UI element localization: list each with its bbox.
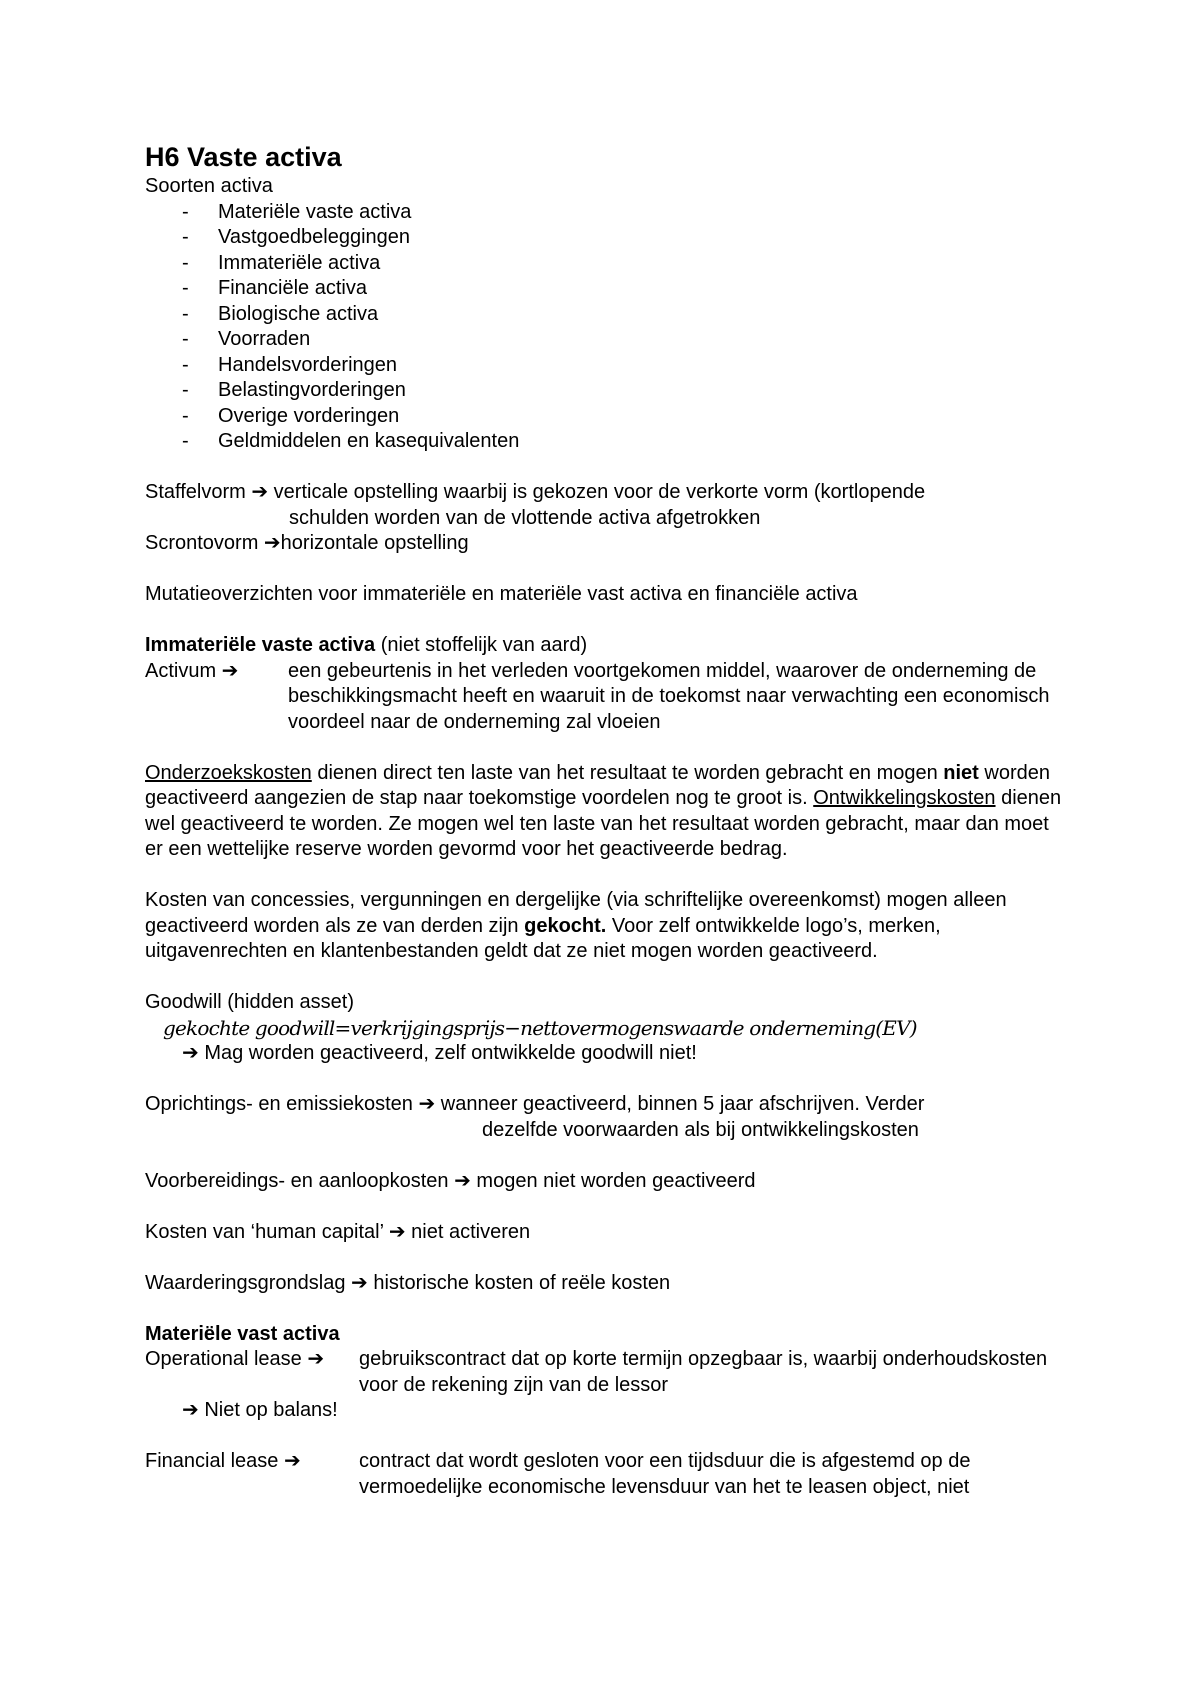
document-page xyxy=(145,140,1065,1500)
list-item: - Voorraden xyxy=(182,328,311,350)
financial-lease-label: Financial lease ➔ xyxy=(145,1450,301,1472)
list-item: - Belastingvorderingen xyxy=(182,379,406,401)
soorten-list xyxy=(145,200,1065,455)
list-item: - Overige vorderingen xyxy=(182,404,400,427)
list-item: - Handelsvorderingen xyxy=(182,353,398,376)
concessies-paragraph: Kosten van concessies, vergunningen en dergelijke (via schriftelijke overeenkomst) mogen alleen geactiveerd worden als ze van derden zijn gekocht. Voor zelf ontwikkelde logo’s, merken, uitgavenrechten en klantenbestanden geldt dat ze niet mogen worden geactiveerd. xyxy=(145,889,1007,962)
onderzoek-paragraph: Onderzoekskosten dienen direct ten laste van het resultaat te worden gebracht en mogen niet worden geactiveerd aangezien de stap naar toekomstige voordelen nog te groot is. Ontwikkelingskosten dienen wel geactiveerd te worden. Ze mogen wel ten laste van het resultaat worden gebracht, maar dan moet er een wettelijke reserve worden gevormd voor het geactiveerde bedrag. xyxy=(145,761,1062,860)
immaterieel-heading: Immateriële vaste activa (niet stoffelijk van aard) xyxy=(145,634,588,656)
goodwill-heading: Goodwill (hidden asset) xyxy=(145,991,354,1013)
operational-lease-label: Operational lease ➔ xyxy=(145,1348,325,1370)
voorbereiding-line: Voorbereidings- en aanloopkosten ➔ mogen niet worden geactiveerd xyxy=(145,1169,756,1192)
human-capital-line: Kosten van ‘human capital’ ➔ niet activeren xyxy=(145,1220,531,1243)
waardering-line: Waarderingsgrondslag ➔ historische kosten of reële kosten xyxy=(145,1271,671,1294)
activum-text: een gebeurtenis in het verleden voortgekomen middel, waarover de onderneming de beschikkingsmacht heeft en waaruit in de toekomst naar verwachting een economisch voordeel naar de onderneming zal vloeien xyxy=(288,659,1050,733)
list-item: - Vastgoedbeleggingen xyxy=(182,226,411,248)
oprichting-line: Oprichtings- en emissiekosten ➔ wanneer geactiveerd, binnen 5 jaar afschrijven. Verder xyxy=(145,1093,925,1115)
list-item: - Financiële activa xyxy=(182,277,367,299)
staffelvorm-line: Staffelvorm ➔ verticale opstelling waarbij is gekozen voor de verkorte vorm (kortlopende xyxy=(145,481,926,503)
oprichting-continuation: dezelfde voorwaarden als bij ontwikkelingskosten xyxy=(482,1118,919,1141)
staffelvorm-continuation: schulden worden van de vlottende activa afgetrokken xyxy=(289,506,761,529)
financial-lease-definition xyxy=(145,1449,1065,1500)
activum-label: Activum ➔ xyxy=(145,659,239,682)
operational-lease-definition xyxy=(145,1347,1065,1398)
scrontovorm-line: Scrontovorm ➔horizontale opstelling xyxy=(145,532,469,554)
list-item: - Geldmiddelen en kasequivalenten xyxy=(182,430,520,452)
soorten-heading: Soorten activa xyxy=(145,175,273,197)
list-item: - Biologische activa xyxy=(182,302,379,325)
arrow-icon: ➔ xyxy=(182,1399,199,1421)
goodwill-note: ➔ Mag worden geactiveerd, zelf ontwikkelde goodwill niet! xyxy=(182,1042,697,1064)
list-item: - Materiële vaste activa xyxy=(182,200,412,223)
list-item: - Immateriële activa xyxy=(182,251,381,274)
materieel-heading: Materiële vast activa xyxy=(145,1322,340,1345)
operational-lease-text: gebruikscontract dat op korte termijn opzegbaar is, waarbij onderhoudskosten voor de rekening zijn van de lessor xyxy=(359,1348,1048,1396)
operational-lease-note: ➔ Niet op balans! xyxy=(182,1399,338,1421)
document-title: H6 Vaste activa xyxy=(145,142,342,172)
goodwill-formula: gekochte goodwill=verkrijgingsprijs−nettovermogenswaarde onderneming(EV) xyxy=(163,1015,917,1040)
activum-definition xyxy=(145,659,1065,736)
arrow-icon: ➔ xyxy=(182,1042,199,1064)
mutatie-paragraph: Mutatieoverzichten voor immateriële en materiële vast activa en financiële activa xyxy=(145,583,858,605)
financial-lease-text: contract dat wordt gesloten voor een tijdsduur die is afgestemd op de vermoedelijke economische levensduur van het te leasen object, niet xyxy=(359,1450,971,1498)
